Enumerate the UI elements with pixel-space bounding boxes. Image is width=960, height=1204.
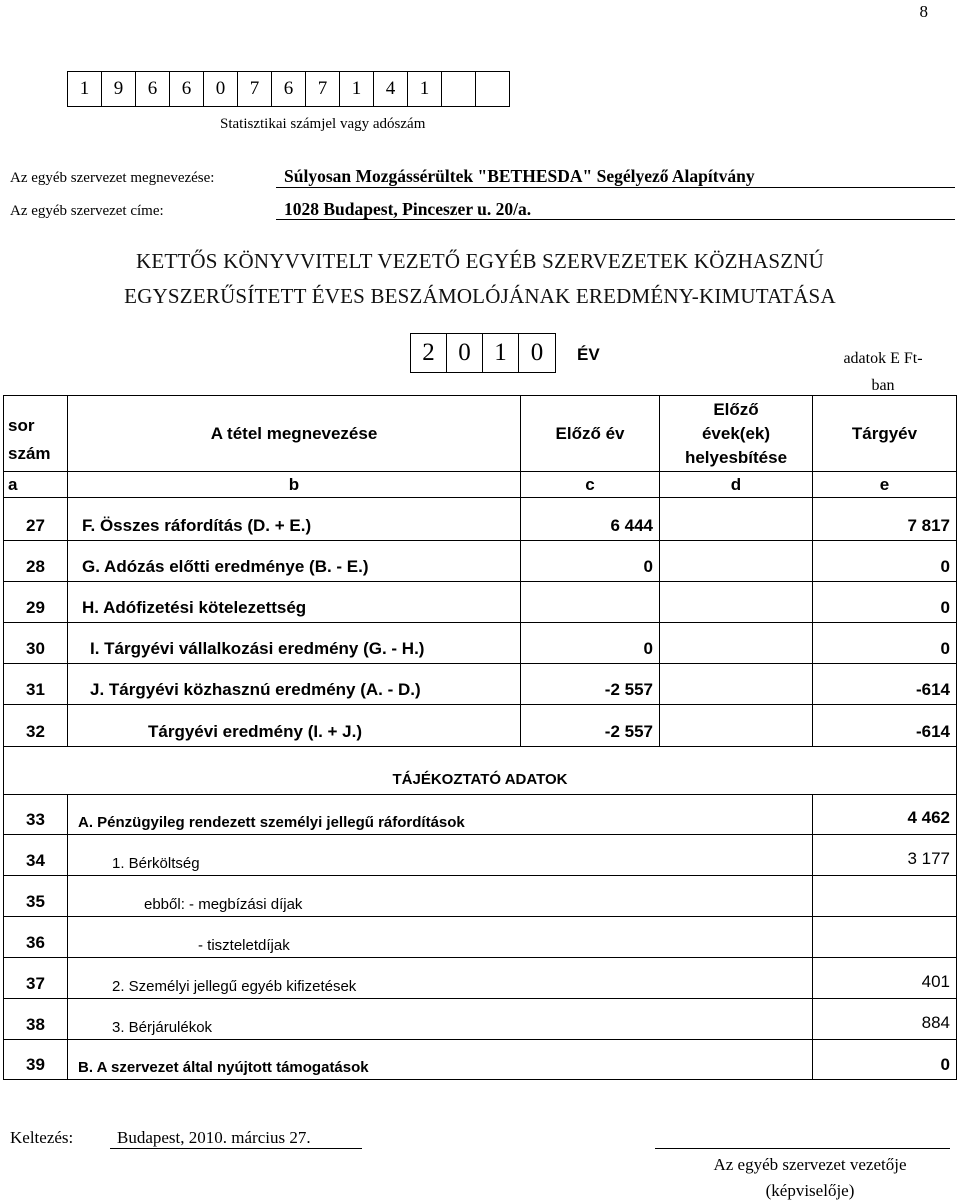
row-label: Tárgyévi eredmény (I. + J.): [68, 705, 521, 747]
report-title-line2: EGYSZERŰSÍTETT ÉVES BESZÁMOLÓJÁNAK EREDMÉNY-KIMUTATÁSA: [124, 284, 836, 308]
tax-id-digit: 7: [306, 72, 340, 106]
income-statement-table: [3, 395, 957, 1080]
header-corrections-line3: helyesbítése: [684, 447, 788, 467]
header-row-number: [4, 396, 68, 472]
row-number: 32: [4, 705, 68, 747]
table-row: [4, 498, 957, 541]
tax-id-digit: 0: [204, 72, 238, 106]
row-number: 30: [4, 623, 68, 664]
org-name-underline: [276, 187, 955, 188]
row-previous-value: 0: [521, 623, 660, 664]
info-row-value: 884: [813, 999, 957, 1040]
tax-id-digit: 1: [68, 72, 102, 106]
header-corrections: [660, 396, 813, 472]
org-address-value: 1028 Budapest, Pinceszer u. 20/a.: [284, 199, 532, 219]
info-row: [4, 876, 957, 917]
row-number: 31: [4, 664, 68, 705]
date-value: Budapest, 2010. március 27.: [117, 1128, 311, 1147]
row-previous-value: -2 557: [521, 705, 660, 747]
tax-id-digit: 7: [238, 72, 272, 106]
tax-id-digit: 4: [374, 72, 408, 106]
row-correction-value: [660, 582, 813, 623]
row-number: 27: [4, 498, 68, 541]
date-underline: [110, 1148, 362, 1149]
row-correction-value: [660, 705, 813, 747]
tax-id-digit: 6: [272, 72, 306, 106]
header-previous-year: Előző év: [521, 396, 660, 472]
row-current-value: -614: [813, 664, 957, 705]
tax-id-digit: 1: [408, 72, 442, 106]
tax-id-digit: 6: [136, 72, 170, 106]
row-correction-value: [660, 664, 813, 705]
info-row-number: 37: [4, 958, 68, 999]
row-number: 28: [4, 541, 68, 582]
row-current-value: 7 817: [813, 498, 957, 541]
row-label: F. Összes ráfordítás (D. + E.): [68, 498, 521, 541]
col-letter-a: a: [4, 472, 68, 498]
page-number: 8: [919, 2, 928, 21]
info-row: [4, 795, 957, 835]
info-row-value: 0: [813, 1040, 957, 1080]
header-item-name: A tétel megnevezése: [68, 396, 521, 472]
info-row-label: 1. Bérköltség: [68, 835, 813, 876]
units-note: [828, 345, 938, 399]
row-current-value: 0: [813, 541, 957, 582]
tax-id-digit: [442, 72, 476, 106]
col-letter-e: e: [813, 472, 957, 498]
header-corrections-line1: Előző: [713, 399, 759, 419]
org-name-label: Az egyéb szervezet megnevezése:: [10, 170, 215, 186]
date-label: Keltezés:: [10, 1128, 74, 1147]
year-digit: 1: [483, 334, 519, 372]
col-letter-d: d: [660, 472, 813, 498]
tax-id-digit: 9: [102, 72, 136, 106]
tax-id-boxes: [67, 71, 510, 107]
tax-id-caption: Statisztikai számjel vagy adószám: [220, 116, 426, 132]
row-correction-value: [660, 498, 813, 541]
info-row-value: 3 177: [813, 835, 957, 876]
info-row-number: 39: [4, 1040, 68, 1080]
info-row-label: - tiszteletdíjak: [68, 917, 813, 958]
info-row-value: [813, 917, 957, 958]
row-previous-value: -2 557: [521, 664, 660, 705]
units-line2: ban: [871, 377, 895, 394]
signer-line2: (képviselője): [765, 1181, 855, 1200]
row-current-value: 0: [813, 582, 957, 623]
row-correction-value: [660, 623, 813, 664]
row-current-value: -614: [813, 705, 957, 747]
info-row-number: 33: [4, 795, 68, 835]
row-label: J. Tárgyévi közhasznú eredmény (A. - D.): [68, 664, 521, 705]
units-line1: adatok E Ft-: [843, 350, 923, 367]
report-title-line1: KETTŐS KÖNYVVITELT VEZETŐ EGYÉB SZERVEZETEK KÖZHASZNÚ: [135, 249, 825, 273]
year-boxes: [410, 333, 556, 373]
year-digit: 0: [447, 334, 483, 372]
org-address-underline: [276, 219, 955, 220]
row-label: G. Adózás előtti eredménye (B. - E.): [68, 541, 521, 582]
table-row: [4, 582, 957, 623]
info-row: [4, 1040, 957, 1080]
table-row: [4, 664, 957, 705]
year-digit: 2: [411, 334, 447, 372]
row-current-value: 0: [813, 623, 957, 664]
info-row-label: B. A szervezet által nyújtott támogatások: [68, 1040, 813, 1080]
info-row-number: 36: [4, 917, 68, 958]
table-header-row: [4, 396, 957, 472]
info-row-label: 2. Személyi jellegű egyéb kifizetések: [68, 958, 813, 999]
info-row-number: 38: [4, 999, 68, 1040]
info-row-label: ebből: - megbízási díjak: [68, 876, 813, 917]
org-address-label: Az egyéb szervezet címe:: [10, 203, 164, 219]
col-letter-c: c: [521, 472, 660, 498]
info-row-value: 401: [813, 958, 957, 999]
row-previous-value: [521, 582, 660, 623]
header-sor: sor: [8, 415, 35, 435]
row-correction-value: [660, 541, 813, 582]
header-current-year: Tárgyév: [813, 396, 957, 472]
info-row: [4, 917, 957, 958]
col-letter-b: b: [68, 472, 521, 498]
table-row: [4, 541, 957, 582]
info-row-number: 34: [4, 835, 68, 876]
info-row-label: 3. Bérjárulékok: [68, 999, 813, 1040]
tax-id-digit: [476, 72, 510, 106]
signature-line: [655, 1148, 950, 1149]
header-szam: szám: [8, 443, 51, 463]
row-previous-value: 0: [521, 541, 660, 582]
row-label: I. Tárgyévi vállalkozási eredmény (G. - H.): [68, 623, 521, 664]
info-row: [4, 835, 957, 876]
column-letters-row: [4, 472, 957, 498]
year-digit: 0: [530, 339, 544, 366]
year-label: ÉV: [577, 345, 600, 364]
row-number: 29: [4, 582, 68, 623]
table-row: [4, 705, 957, 747]
row-previous-value: 6 444: [521, 498, 660, 541]
info-row-label: A. Pénzügyileg rendezett személyi jellegű ráfordítások: [68, 795, 813, 835]
tax-id-digit: 6: [170, 72, 204, 106]
signer-line1: Az egyéb szervezet vezetője: [713, 1155, 907, 1174]
header-corrections-line2: évek(ek): [701, 423, 771, 443]
info-row: [4, 958, 957, 999]
org-name-value: Súlyosan Mozgássérültek "BETHESDA" Segélyező Alapítvány: [284, 166, 755, 186]
signer-caption: [690, 1152, 930, 1204]
info-row-value: 4 462: [813, 795, 957, 835]
info-section-title: TÁJÉKOZTATÓ ADATOK: [4, 747, 957, 795]
info-row-number: 35: [4, 876, 68, 917]
tax-id-digit: 1: [340, 72, 374, 106]
info-row: [4, 999, 957, 1040]
info-row-value: [813, 876, 957, 917]
table-row: [4, 623, 957, 664]
info-title-row: [4, 747, 957, 795]
row-label: H. Adófizetési kötelezettség: [68, 582, 521, 623]
